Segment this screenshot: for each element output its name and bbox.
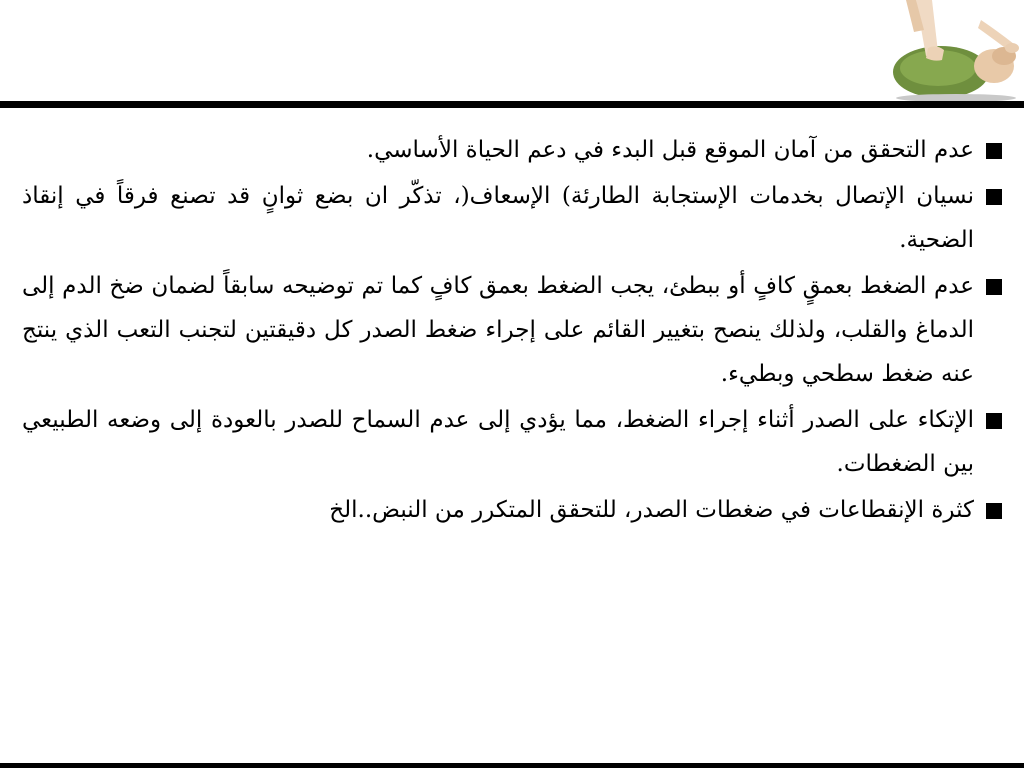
bullet-text: عدم التحقق من آمان الموقع قبل البدء في دعم الحياة الأساسي. — [366, 137, 974, 163]
square-bullet-icon — [986, 503, 1002, 519]
square-bullet-icon — [986, 143, 1002, 159]
list-item — [22, 174, 1002, 262]
list-item — [22, 398, 1002, 486]
list-item — [22, 264, 1002, 396]
cpr-illustration-icon — [886, 0, 1024, 102]
bullet-text: الإتكاء على الصدر أثناء إجراء الضغط، مما يؤدي إلى عدم السماح للصدر بالعودة إلى وضعه الطبيعي بين الضغطات. — [22, 407, 974, 477]
bullet-list — [22, 128, 1002, 534]
header-divider — [0, 101, 1024, 108]
list-item — [22, 488, 1002, 532]
footer-divider — [0, 763, 1024, 768]
square-bullet-icon — [986, 189, 1002, 205]
square-bullet-icon — [986, 413, 1002, 429]
bullet-text: نسيان الإتصال بخدمات الإستجابة الطارئة) الإسعاف(، تذكّر ان بضع ثوانٍ قد تصنع فرقاً في إنقاذ الضحية. — [22, 183, 974, 253]
bullet-text: كثرة الإنقطاعات في ضغطات الصدر، للتحقق المتكرر من النبض..الخ — [329, 497, 974, 523]
square-bullet-icon — [986, 279, 1002, 295]
list-item — [22, 128, 1002, 172]
bullet-text: عدم الضغط بعمقٍ كافٍ أو ببطئ، يجب الضغط بعمق كافٍ كما تم توضيحه سابقاً لضمان ضخ الدم إلى الدماغ والقلب، ولذلك ينصح بتغيير القائم على إجراء ضغط الصدر كل دقيقتين لتجنب التعب الذي ينتج عنه ضغط سطحي وبطيء. — [22, 273, 974, 387]
